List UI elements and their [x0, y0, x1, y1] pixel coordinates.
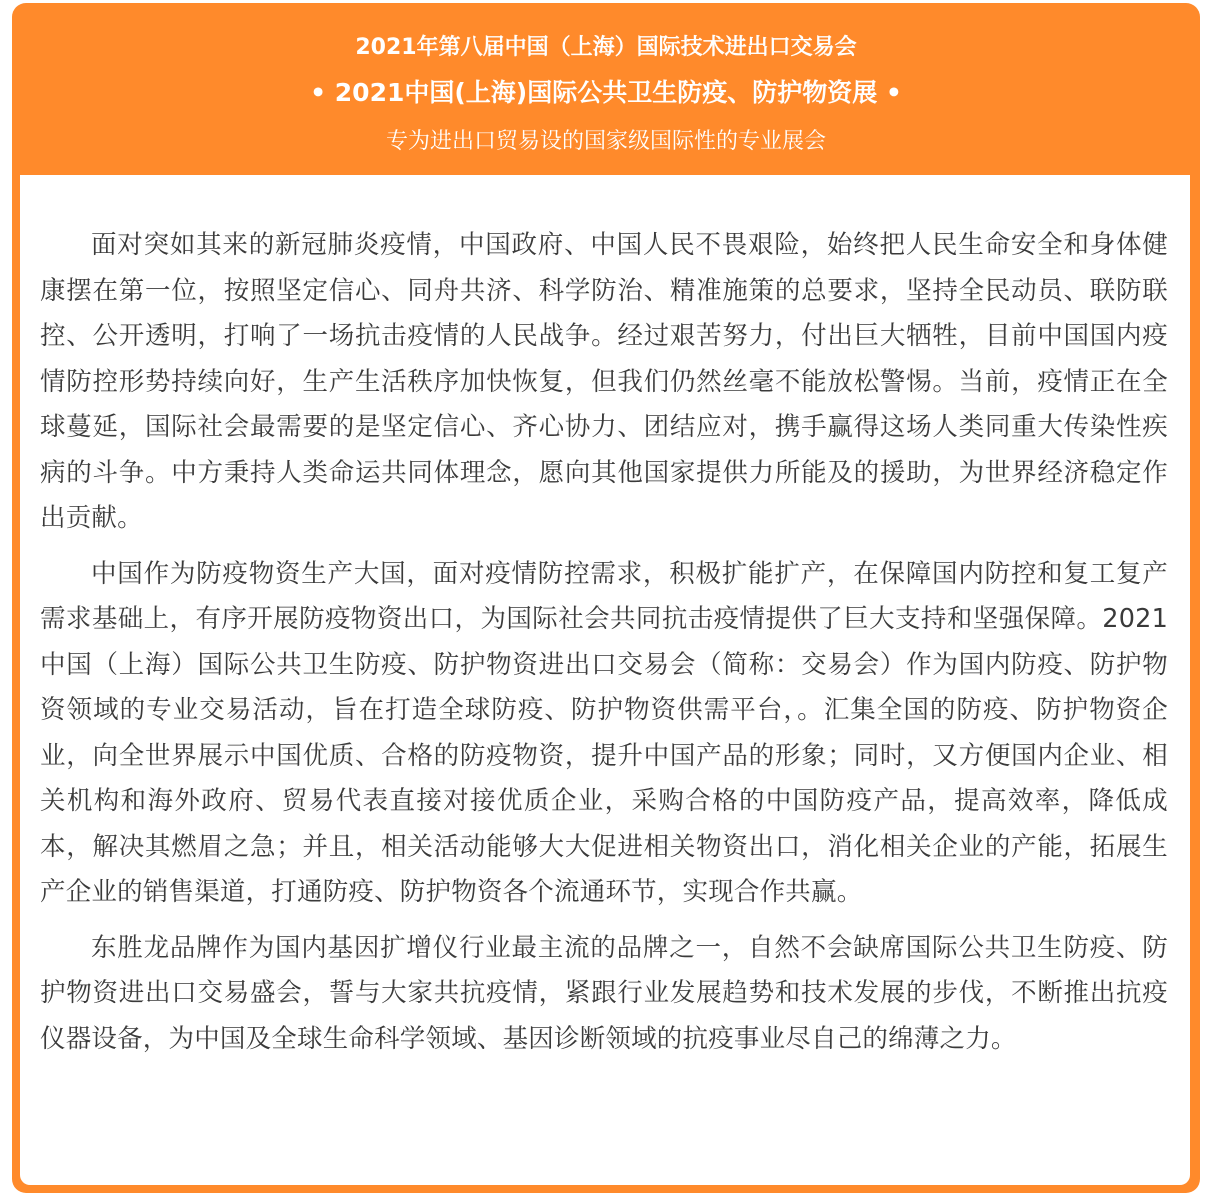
article-body [20, 175, 1190, 1185]
orange-frame [12, 3, 1200, 1193]
expo-subtitle: • 2021中国(上海)国际公共卫生防疫、防护物资展 • [310, 78, 902, 107]
paragraph-3: 东胜龙品牌作为国内基因扩增仪行业最主流的品牌之一，自然不会缺席国际公共卫生防疫、防护物资进出口交易盛会，誓与大家共抗疫情，紧跟行业发展趋势和技术发展的步伐，不断推出抗疫仪器设备，为中国及全球生命科学领域、基因诊断领域的抗疫事业尽自己的绵薄之力。 [40, 932, 1168, 1054]
header-banner [12, 3, 1200, 175]
expo-title: 2021年第八届中国（上海）国际技术进出口交易会 [355, 35, 857, 60]
paragraph-2: 中国作为防疫物资生产大国，面对疫情防控需求，积极扩能扩产，在保障国内防控和复工复产需求基础上，有序开展防疫物资出口，为国际社会共同抗击疫情提供了巨大支持和坚强保障。2021中国（上海）国际公共卫生防疫、防护物资进出口交易会（简称：交易会）作为国内防疫、防护物资领域的专业交易活动，旨在打造全球防疫、防护物资供需平台，。汇集全国的防疫、防护物资企业，向全世界展示中国优质、合格的防疫物资，提升中国产品的形象；同时，又方便国内企业、相关机构和海外政府、贸易代表直接对接优质企业，采购合格的中国防疫产品，提高效率，降低成本，解决其燃眉之急；并且，相关活动能够大大促进相关物资出口，消化相关企业的产能，拓展生产企业的销售渠道，打通防疫、防护物资各个流通环节，实现合作共赢。 [40, 558, 1168, 907]
paragraph-1: 面对突如其来的新冠肺炎疫情，中国政府、中国人民不畏艰险，始终把人民生命安全和身体健康摆在第一位，按照坚定信心、同舟共济、科学防治、精准施策的总要求，坚持全民动员、联防联控、公开透明，打响了一场抗击疫情的人民战争。经过艰苦努力，付出巨大牺牲，目前中国国内疫情防控形势持续向好，生产生活秩序加快恢复，但我们仍然丝毫不能放松警惕。当前，疫情正在全球蔓延，国际社会最需要的是坚定信心、齐心协力、团结应对，携手赢得这场人类同重大传染性疾病的斗争。中方秉持人类命运共同体理念，愿向其他国家提供力所能及的援助，为世界经济稳定作出贡献。 [40, 230, 1168, 533]
expo-tagline: 专为进出口贸易设的国家级国际性的专业展会 [385, 129, 826, 154]
